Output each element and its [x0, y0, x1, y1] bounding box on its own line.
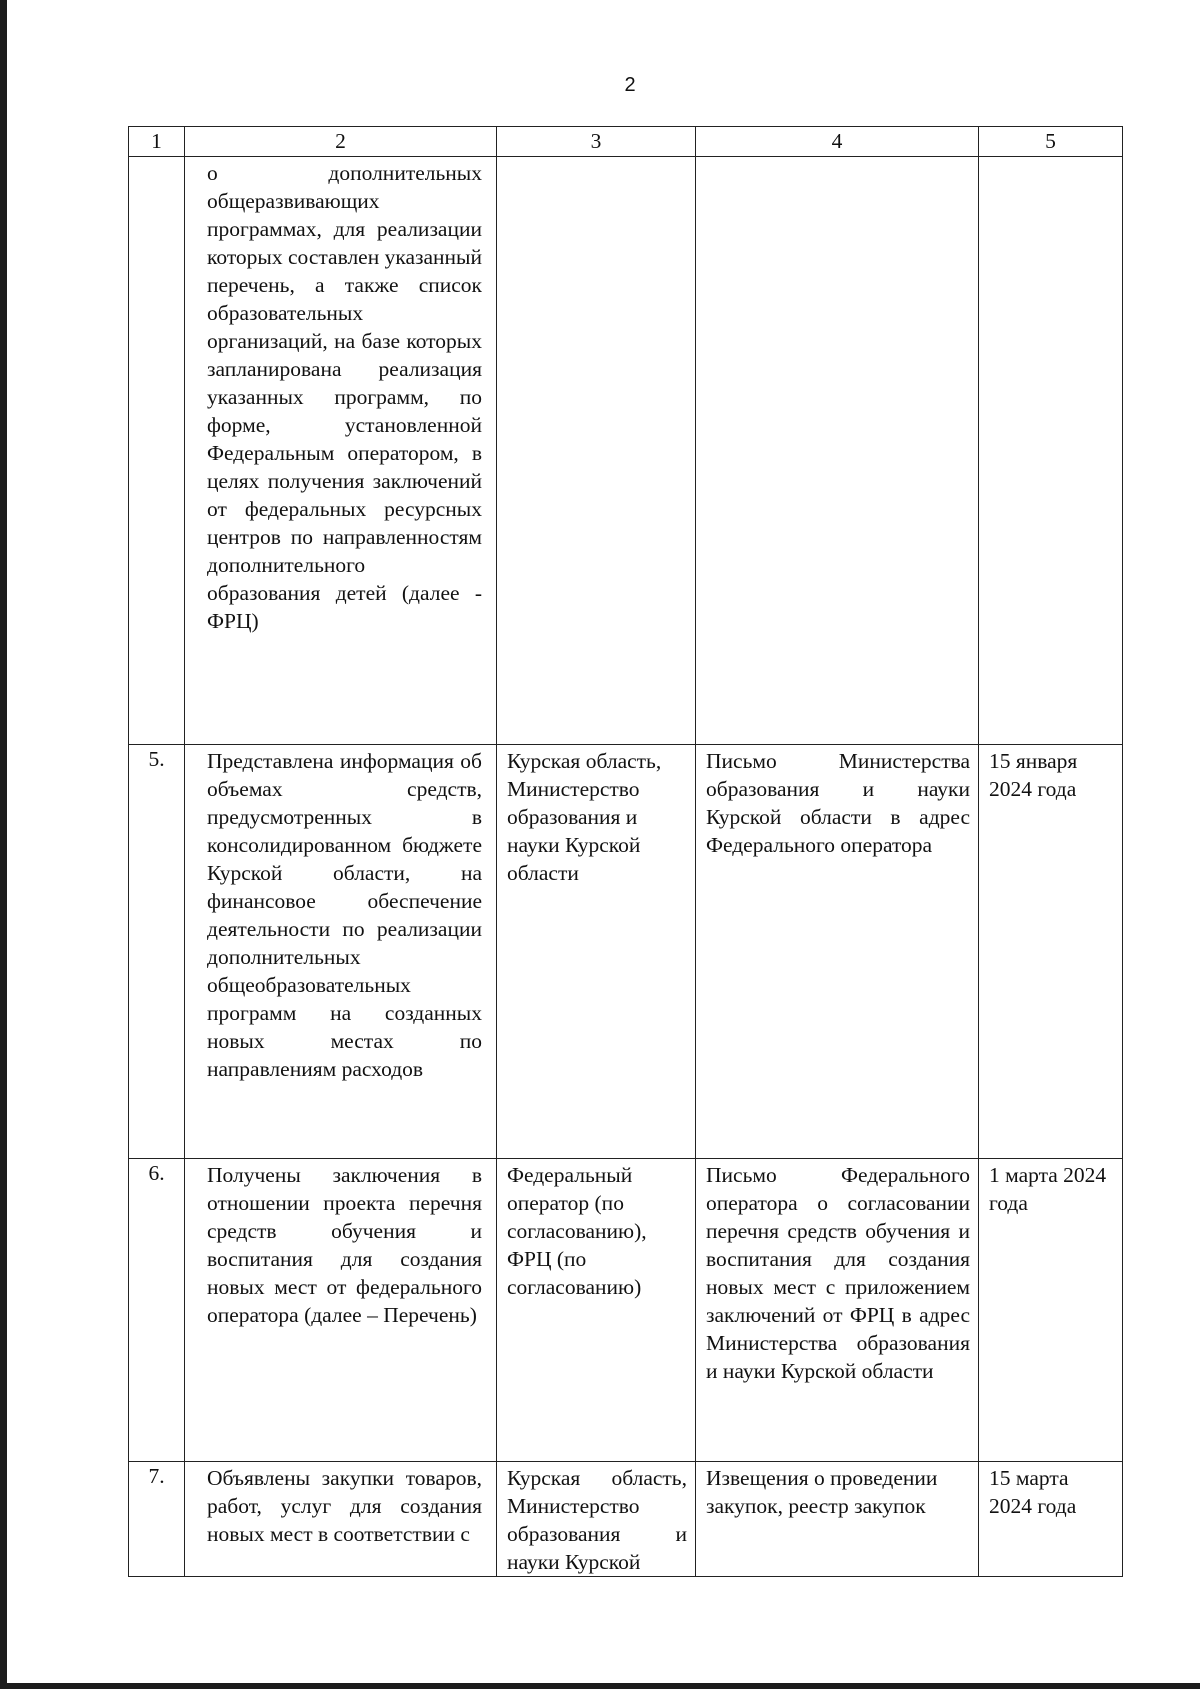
table-row [129, 745, 1123, 1159]
column-header-1: 1 [129, 127, 185, 157]
row-responsible [497, 157, 696, 745]
row-responsible: Курская область, Министерство образования и науки Курской [497, 1462, 696, 1577]
row-event-text: Представлена информация об объемах средств, предусмотренных в консолидированном бюджете Курской области, на финансовое обеспечение деятельности по реализации дополнительных общеобразовательных программ на созданных новых местах по направлениям расходов [185, 745, 497, 1159]
table-row [129, 1462, 1123, 1577]
row-document: Письмо Министерства образования и науки Курской области в адрес Федерального оператора [696, 745, 979, 1159]
row-deadline: 15 января 2024 года [979, 745, 1123, 1159]
row-event-text: Получены заключения в отношении проекта перечня средств обучения и воспитания для создания новых мест от федерального оператора (далее – Перечень) [185, 1159, 497, 1462]
page-number: 2 [624, 74, 636, 96]
row-responsible: Курская область, Министерство образования и науки Курской области [497, 745, 696, 1159]
column-header-2: 2 [185, 127, 497, 157]
row-document [696, 157, 979, 745]
table-row [129, 1159, 1123, 1462]
row-event-text: Объявлены закупки товаров, работ, услуг для создания новых мест в соответствии с [185, 1462, 497, 1577]
row-number [129, 157, 185, 745]
column-header-4: 4 [696, 127, 979, 157]
column-header-5: 5 [979, 127, 1123, 157]
row-document: Извещения о проведении закупок, реестр закупок [696, 1462, 979, 1577]
row-number: 6. [129, 1159, 185, 1462]
table-row [129, 157, 1123, 745]
row-number: 5. [129, 745, 185, 1159]
row-deadline [979, 157, 1123, 745]
table-header-row [129, 127, 1123, 157]
row-deadline: 1 марта 2024 года [979, 1159, 1123, 1462]
row-event-text: о дополнительных общеразвивающих программах, для реализации которых составлен указанный перечень, а также список образовательных организаций, на базе которых запланирована реализация указанных программ, по форме, установленной Федеральным оператором, в целях получения заключений от федеральных ресурсных центров по направленностям дополнительного образования детей (далее - ФРЦ) [185, 157, 497, 745]
row-document: Письмо Федерального оператора о согласовании перечня средств обучения и воспитания для создания новых мест с приложением заключений от ФРЦ в адрес Министерства образования и науки Курской области [696, 1159, 979, 1462]
schedule-table [128, 126, 1123, 1577]
scan-edge-left [0, 0, 7, 1689]
row-deadline: 15 марта 2024 года [979, 1462, 1123, 1577]
column-header-3: 3 [497, 127, 696, 157]
row-number: 7. [129, 1462, 185, 1577]
scan-edge-bottom [0, 1683, 1200, 1689]
row-responsible: Федеральный оператор (по согласованию), ФРЦ (по согласованию) [497, 1159, 696, 1462]
